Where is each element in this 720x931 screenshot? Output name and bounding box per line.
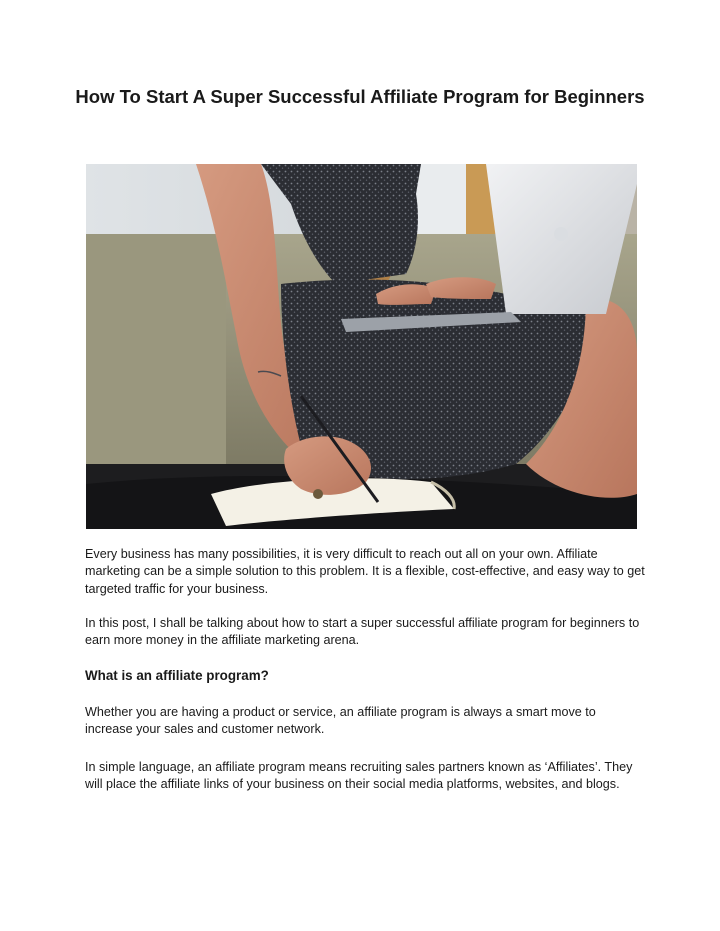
section-paragraph-2: In simple language, an affiliate program means recruiting sales partners known as ‘Affiliates’. They will place the affiliate links of your business on their social media platforms, websites, and blogs. <box>85 760 633 792</box>
intro-paragraph-2: In this post, I shall be talking about how to start a super successful affiliate program for beginners to earn more money in the affiliate marketing arena. <box>85 616 640 648</box>
intro-paragraph-1: Every business has many possibilities, it is very difficult to reach out all on your own. Affiliate marketing can be a simple solution to this problem. It is a flexible, cost-effective, and easy way to get targeted traffic for your business. <box>85 547 645 596</box>
section-heading: What is an affiliate program? <box>85 668 269 683</box>
woman-with-laptop-photo-icon <box>86 164 637 529</box>
hero-image <box>86 164 637 529</box>
section-paragraph-1: Whether you are having a product or service, an affiliate program is always a smart move to increase your sales and customer network. <box>85 705 596 737</box>
page-title: How To Start A Super Successful Affiliate Program for Beginners <box>75 86 645 107</box>
